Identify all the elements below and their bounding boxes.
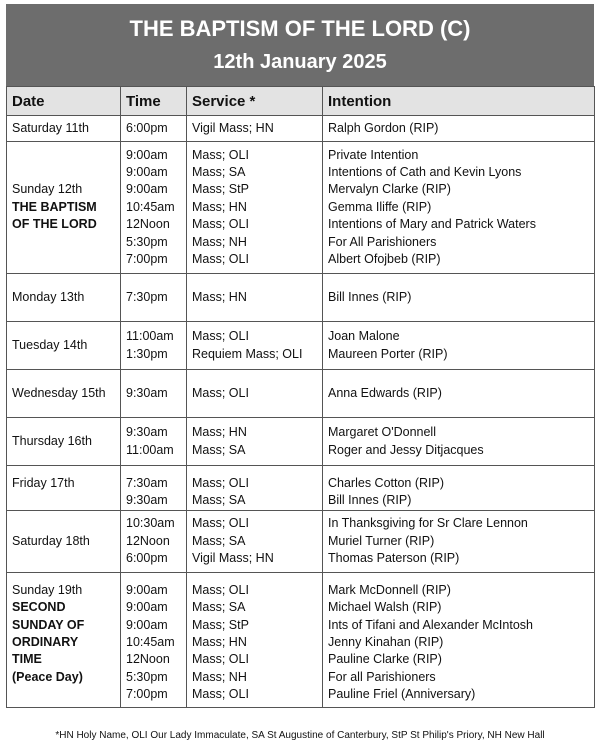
day-cell — [7, 370, 121, 418]
time-cell — [121, 418, 187, 466]
day-cell — [7, 510, 121, 572]
time-value: 9:30am — [126, 493, 168, 508]
header-date: Date — [7, 87, 121, 116]
time-value: 9:30am — [126, 385, 168, 400]
table-row — [7, 142, 595, 274]
time-value: 12Noon — [126, 217, 170, 232]
intention-value: Charles Cotton (RIP) — [328, 476, 445, 490]
table-row — [7, 466, 595, 511]
intention-cell — [323, 142, 595, 274]
time-value: 7:30am — [126, 476, 168, 490]
intention-value: Margaret O'Donnell — [328, 425, 436, 440]
service-value: Mass; OLI — [192, 329, 249, 344]
day-cell — [7, 116, 121, 142]
time-value: 12Noon — [126, 533, 170, 548]
service-value: Mass; StP — [192, 182, 249, 197]
day-label: Sunday 19th — [12, 582, 83, 597]
intention-value: Intentions of Cath and Kevin Lyons — [328, 164, 522, 179]
time-value: 9:30am — [126, 425, 168, 440]
day-label: Tuesday 14th — [12, 337, 88, 352]
table-row — [7, 322, 595, 370]
intention-value: Joan Malone — [328, 329, 400, 344]
time-value: 6:00pm — [126, 120, 168, 135]
service-value: Mass; OLI — [192, 516, 249, 531]
intention-value: Albert Ofojbeb (RIP) — [328, 252, 441, 267]
time-cell — [121, 370, 187, 418]
time-value: 9:00am — [126, 617, 168, 632]
time-value: 7:00pm — [126, 252, 168, 267]
intention-value: Michael Walsh (RIP) — [328, 600, 442, 615]
feast-label: (Peace Day) — [12, 669, 83, 684]
time-cell — [121, 322, 187, 370]
service-cell — [187, 322, 323, 370]
time-cell — [121, 116, 187, 142]
intention-cell — [323, 510, 595, 572]
intention-value: Ralph Gordon (RIP) — [328, 120, 439, 135]
intention-cell — [323, 116, 595, 142]
intention-value: Private Intention — [328, 147, 419, 162]
day-label: Sunday 12th — [12, 182, 83, 197]
time-value: 7:00pm — [126, 687, 168, 702]
service-cell — [187, 466, 323, 511]
service-cell — [187, 274, 323, 322]
intention-value: Mervalyn Clarke (RIP) — [328, 182, 451, 197]
header-intention: Intention — [323, 87, 595, 116]
day-label: Thursday 16th — [12, 433, 92, 448]
day-cell — [7, 466, 121, 511]
day-cell — [7, 274, 121, 322]
service-value: Mass; SA — [192, 600, 246, 615]
intention-value: Bill Innes (RIP) — [328, 493, 412, 508]
time-value: 5:30pm — [126, 669, 168, 684]
feast-label: THE BAPTISM — [12, 199, 97, 214]
intention-cell — [323, 572, 595, 707]
service-cell — [187, 510, 323, 572]
feast-label: SUNDAY OF — [12, 617, 85, 632]
intention-cell — [323, 466, 595, 511]
time-value: 9:00am — [126, 147, 168, 162]
feast-label: TIME — [12, 652, 42, 667]
time-value: 12Noon — [126, 652, 170, 667]
day-label: Friday 17th — [12, 476, 75, 490]
table-row — [7, 510, 595, 572]
service-value: Mass; OLI — [192, 385, 249, 400]
service-value: Vigil Mass; HN — [192, 120, 274, 135]
mass-schedule-table — [6, 86, 595, 708]
service-value: Mass; OLI — [192, 476, 249, 490]
service-value: Mass; OLI — [192, 147, 249, 162]
service-value: Mass; HN — [192, 199, 247, 214]
service-value: Vigil Mass; HN — [192, 551, 274, 566]
service-value: Requiem Mass; OLI — [192, 346, 303, 361]
time-value: 9:00am — [126, 582, 168, 597]
service-value: Mass; OLI — [192, 582, 249, 597]
time-value: 9:00am — [126, 182, 168, 197]
table-row — [7, 274, 595, 322]
intention-value: Muriel Turner (RIP) — [328, 533, 435, 548]
intention-value: Anna Edwards (RIP) — [328, 385, 442, 400]
table-row — [7, 418, 595, 466]
service-cell — [187, 572, 323, 707]
header-time: Time — [121, 87, 187, 116]
service-value: Mass; OLI — [192, 652, 249, 667]
intention-value: Roger and Jessy Ditjacques — [328, 442, 484, 457]
time-value: 10:45am — [126, 199, 175, 214]
service-value: Mass; HN — [192, 425, 247, 440]
time-value: 9:00am — [126, 164, 168, 179]
service-value: Mass; HN — [192, 289, 247, 304]
intention-value: Jenny Kinahan (RIP) — [328, 635, 444, 650]
page-date: 12th January 2025 — [213, 51, 387, 73]
intention-value: For All Parishioners — [328, 234, 437, 249]
time-value: 10:45am — [126, 635, 175, 650]
title-banner — [6, 4, 594, 86]
intention-value: For all Parishioners — [328, 669, 436, 684]
day-label: Monday 13th — [12, 289, 85, 304]
intention-value: In Thanksgiving for Sr Clare Lennon — [328, 516, 528, 531]
service-cell — [187, 418, 323, 466]
service-value: Mass; SA — [192, 442, 246, 457]
day-cell — [7, 572, 121, 707]
day-label: Wednesday 15th — [12, 385, 106, 400]
service-cell — [187, 116, 323, 142]
service-value: Mass; OLI — [192, 252, 249, 267]
page-title: THE BAPTISM OF THE LORD (C) — [129, 16, 471, 41]
day-label: Saturday 11th — [12, 120, 89, 135]
header-service: Service * — [187, 87, 323, 116]
time-cell — [121, 142, 187, 274]
table-row — [7, 116, 595, 142]
table-row — [7, 572, 595, 707]
service-value: Mass; SA — [192, 493, 246, 508]
footnote: *HN Holy Name, OLI Our Lady Immaculate, SA St Augustine of Canterbury, StP St Philip's Priory, NH New Hall — [55, 730, 545, 741]
feast-label: ORDINARY — [12, 635, 79, 650]
day-cell — [7, 322, 121, 370]
day-cell — [7, 142, 121, 274]
intention-value: Intentions of Mary and Patrick Waters — [328, 217, 536, 232]
intention-value: Mark McDonnell (RIP) — [328, 582, 451, 597]
time-cell — [121, 274, 187, 322]
table-row — [7, 370, 595, 418]
intention-cell — [323, 322, 595, 370]
day-cell — [7, 418, 121, 466]
schedule-sheet — [6, 4, 594, 708]
intention-cell — [323, 274, 595, 322]
intention-value: Gemma Iliffe (RIP) — [328, 199, 432, 214]
intention-value: Thomas Paterson (RIP) — [328, 551, 460, 566]
service-value: Mass; OLI — [192, 217, 249, 232]
service-cell — [187, 370, 323, 418]
time-value: 10:30am — [126, 516, 175, 531]
service-value: Mass; SA — [192, 533, 246, 548]
service-value: Mass; HN — [192, 635, 247, 650]
time-cell — [121, 572, 187, 707]
service-value: Mass; SA — [192, 164, 246, 179]
time-cell — [121, 466, 187, 511]
time-value: 6:00pm — [126, 551, 168, 566]
feast-label: SECOND — [12, 600, 66, 615]
time-value: 7:30pm — [126, 289, 168, 304]
time-value: 5:30pm — [126, 234, 168, 249]
intention-value: Bill Innes (RIP) — [328, 289, 412, 304]
time-value: 11:00am — [126, 442, 174, 457]
time-cell — [121, 510, 187, 572]
time-value: 11:00am — [126, 329, 174, 344]
intention-cell — [323, 370, 595, 418]
service-value: Mass; NH — [192, 234, 247, 249]
service-value: Mass; StP — [192, 617, 249, 632]
table-header-row — [7, 87, 595, 116]
feast-label: OF THE LORD — [12, 217, 97, 232]
service-value: Mass; NH — [192, 669, 247, 684]
intention-value: Pauline Clarke (RIP) — [328, 652, 442, 667]
intention-cell — [323, 418, 595, 466]
service-cell — [187, 142, 323, 274]
table-body — [7, 116, 595, 708]
intention-value: Pauline Friel (Anniversary) — [328, 687, 476, 702]
day-label: Saturday 18th — [12, 533, 90, 548]
service-value: Mass; OLI — [192, 687, 249, 702]
time-value: 9:00am — [126, 600, 168, 615]
intention-value: Ints of Tifani and Alexander McIntosh — [328, 617, 533, 632]
time-value: 1:30pm — [126, 346, 168, 361]
intention-value: Maureen Porter (RIP) — [328, 346, 448, 361]
